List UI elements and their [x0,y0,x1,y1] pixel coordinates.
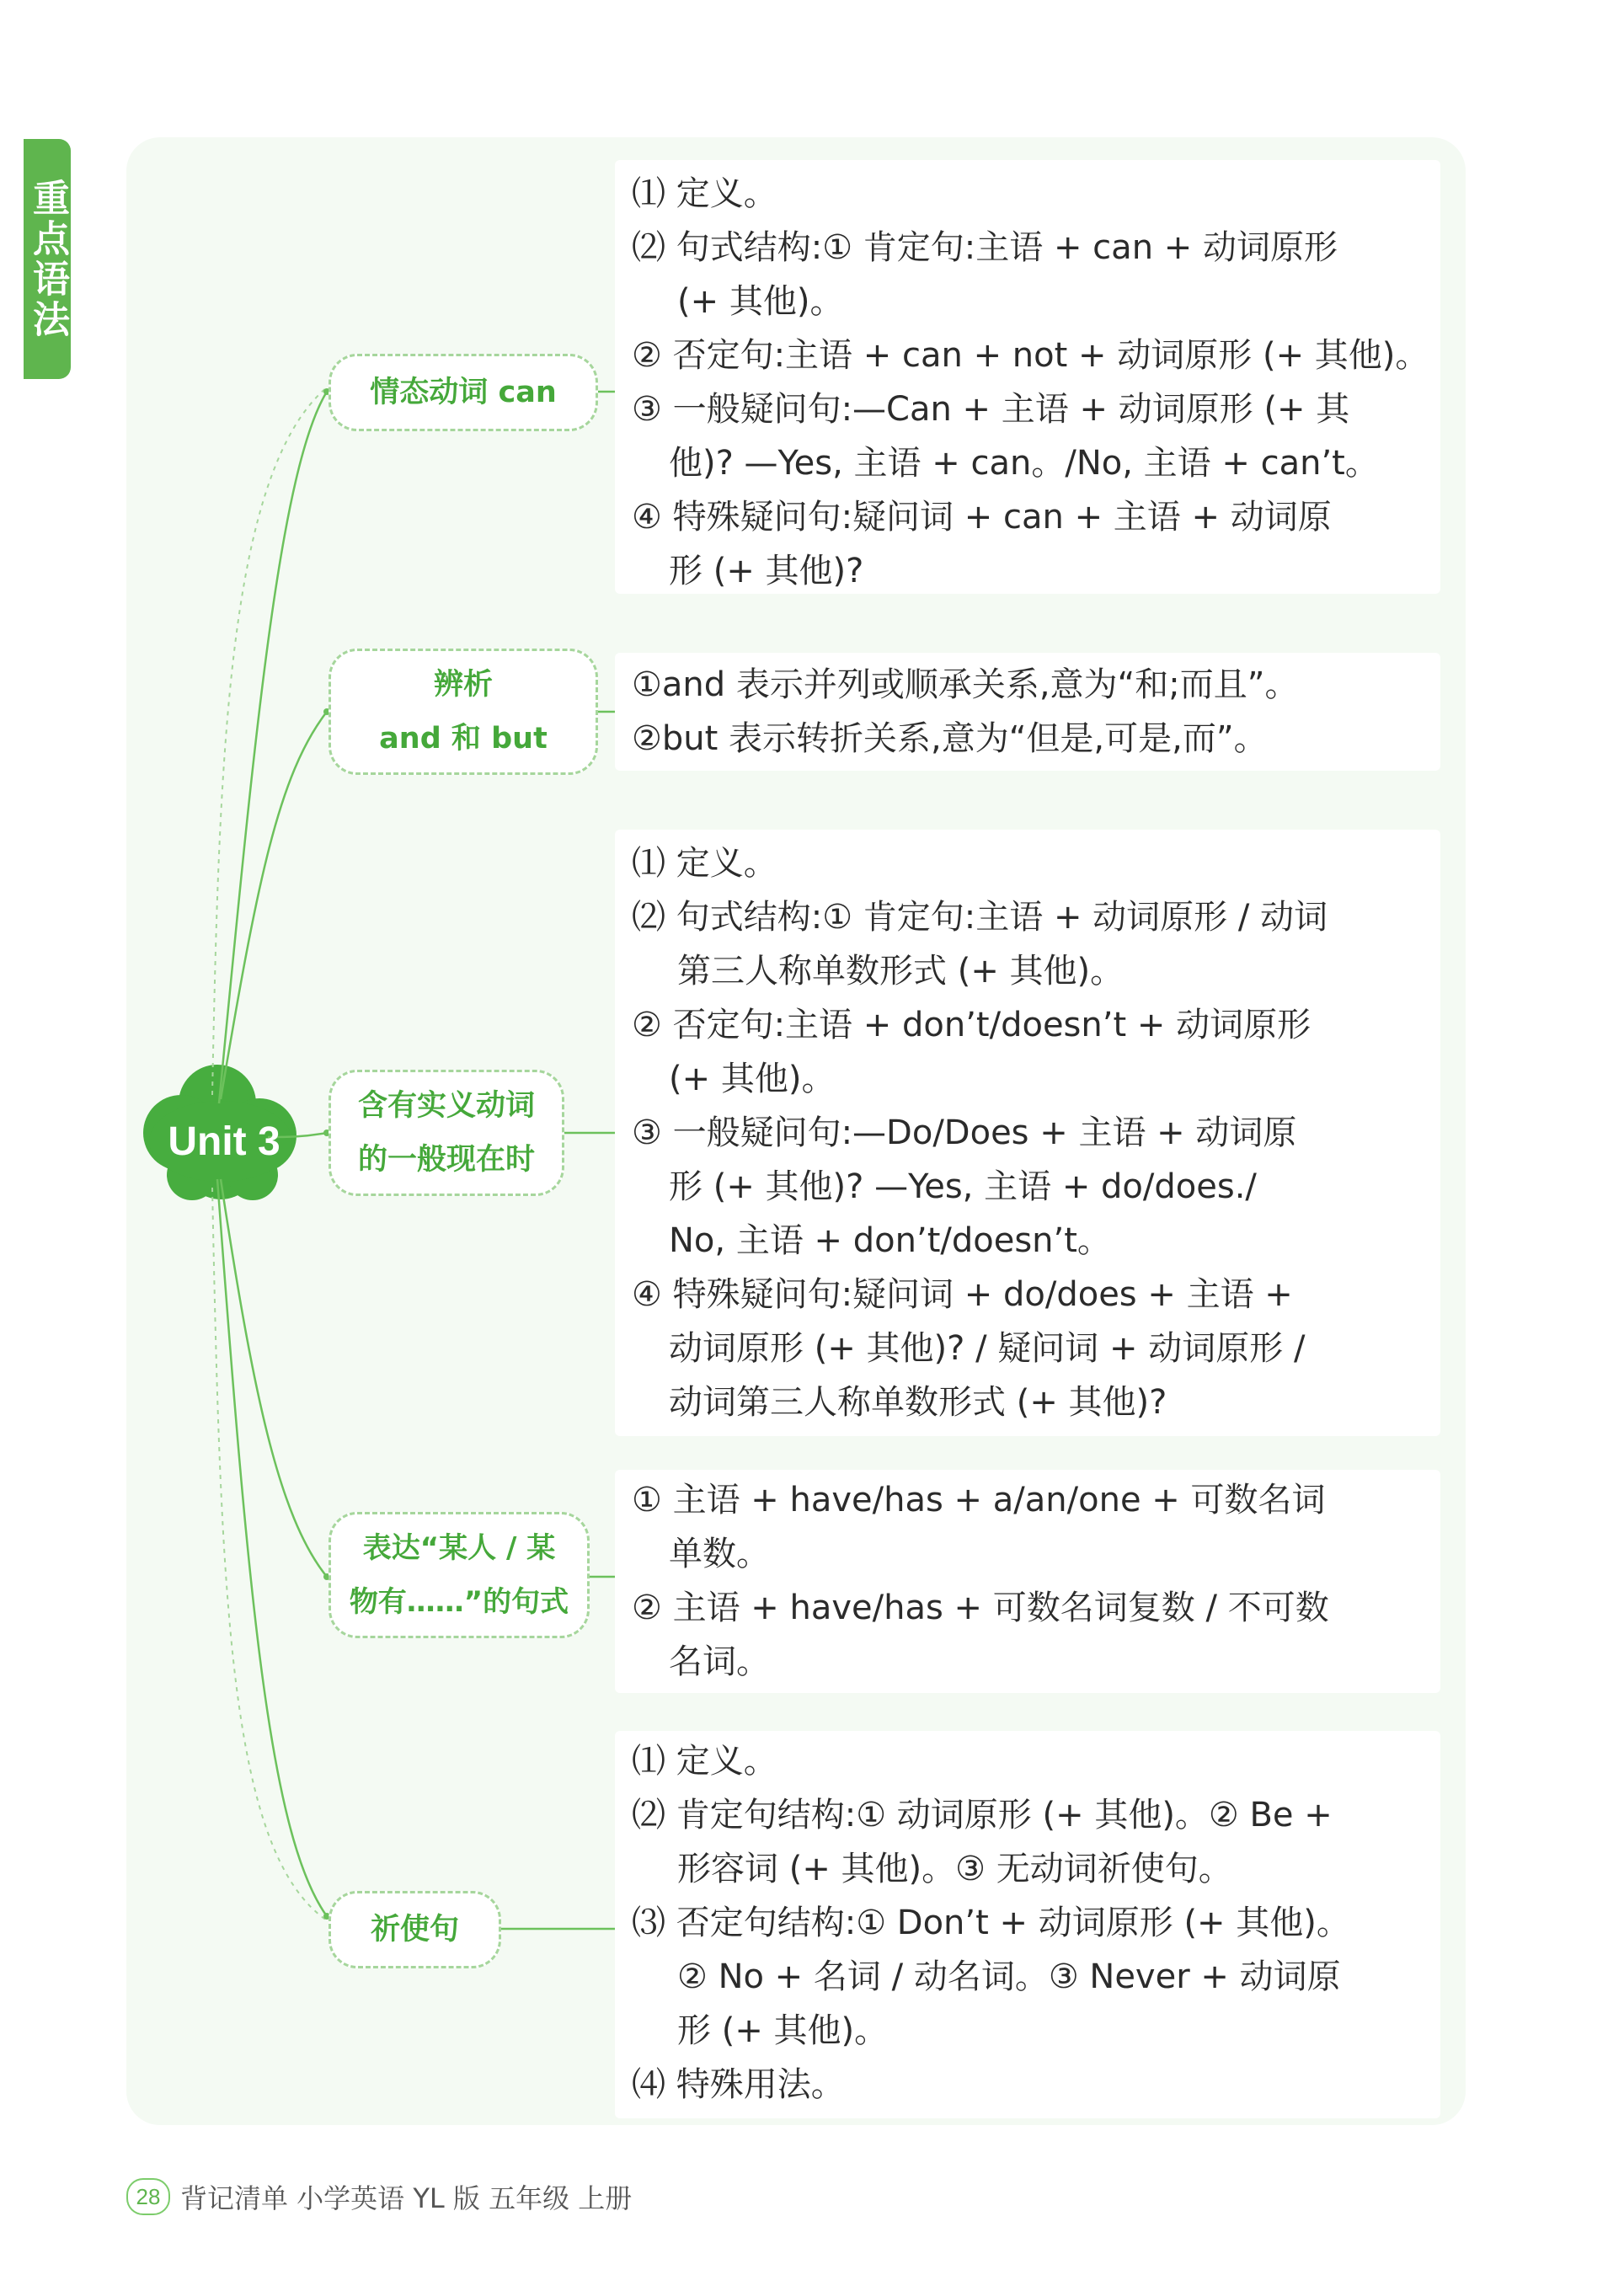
branch-title-line: 含有实义动词 [357,1089,535,1123]
content-line: ③ 一般疑问句:—Do/Does + 主语 + 动词原 [632,1113,1297,1152]
footer-book-title: 背记清单 小学英语 YL 版 五年级 上册 [180,2182,633,2214]
content-box-have-has [615,1470,1440,1693]
content-line: 第三人称单数形式 (+ 其他)。 [677,952,1125,991]
content-box-and-but [615,653,1440,771]
connector-branch-5 [217,1179,327,1916]
branch-title-line: 祈使句 [370,1913,459,1947]
content-line: 形 (+ 其他)。 [677,2011,889,2050]
page-footer [126,2177,632,2216]
content-line: ③ 一般疑问句:—Can + 主语 + 动词原形 (+ 其 [632,390,1350,429]
content-line: 名词。 [669,1642,770,1681]
branch-title-line: 的一般现在时 [357,1143,535,1177]
section-tab-label: 重点语法 [26,178,69,340]
content-line: 形容词 (+ 其他)。③ 无动词祈使句。 [677,1850,1232,1888]
content-box-imperative [615,1731,1440,2118]
content-line: ②but 表示转折关系,意为“但是,可是,而”。 [632,719,1268,758]
branch-and-but [329,649,598,775]
content-line: ①and 表示并列或顺承关系,意为“和;而且”。 [632,665,1299,704]
content-line: ④ 特殊疑问句:疑问词 + can + 主语 + 动词原 [632,498,1332,537]
content-line: ⑷ 特殊用法。 [632,2065,845,2104]
connector-branch-1 [219,392,327,1103]
content-box-simple-present [615,830,1440,1436]
page-number: 28 [126,2178,170,2215]
branch-title-line: 物有……”的句式 [349,1585,569,1619]
branch-title-line: 辨析 [433,668,493,702]
content-line: 动词第三人称单数形式 (+ 其他)? [669,1383,1167,1422]
content-line: ⑴ 定义。 [632,1742,777,1781]
content-line: (+ 其他)。 [669,1060,836,1098]
branch-title-line: 情态动词 can [370,376,557,409]
branch-simple-present [329,1070,564,1196]
content-line: ① 主语 + have/has + a/an/one + 可数名词 [632,1481,1326,1519]
content-line: ⑴ 定义。 [632,174,777,213]
branch-imperative [329,1891,501,1968]
content-box-modal-can [615,160,1440,594]
content-line: (+ 其他)。 [677,282,844,321]
branch-title-line: and 和 but [379,722,548,756]
unit-title: Unit 3 [168,1119,280,1164]
content-line: ② 否定句:主语 + don’t/doesn’t + 动词原形 [632,1006,1311,1044]
content-line: ⑵ 句式结构:① 肯定句:主语 + can + 动词原形 [632,228,1338,267]
connector-branch-2 [221,712,327,1099]
content-line: ② 否定句:主语 + can + not + 动词原形 (+ 其他)。 [632,336,1429,375]
content-line: 形 (+ 其他)? [669,552,864,590]
branch-modal-can [329,354,598,431]
branch-have-has [329,1512,590,1638]
content-line: 动词原形 (+ 其他)? / 疑问词 + 动词原形 / [669,1329,1306,1368]
content-line: 他)? —Yes, 主语 + can。/No, 主语 + can’t。 [669,444,1379,483]
content-line: ⑶ 否定句结构:① Don’t + 动词原形 (+ 其他)。 [632,1904,1350,1942]
branch-title-line: 表达“某人 / 某 [362,1531,556,1565]
content-line: ② 主语 + have/has + 可数名词复数 / 不可数 [632,1589,1329,1627]
content-line: 单数。 [669,1535,770,1573]
content-line: ④ 特殊疑问句:疑问词 + do/does + 主语 + [632,1275,1293,1314]
content-line: ⑴ 定义。 [632,844,777,883]
connector-branch-4 [221,1179,327,1577]
content-line: ⑵ 肯定句结构:① 动词原形 (+ 其他)。② Be + [632,1796,1333,1834]
content-line: No, 主语 + don’t/doesn’t。 [669,1221,1111,1260]
content-line: ⑵ 句式结构:① 肯定句:主语 + 动词原形 / 动词 [632,898,1328,937]
content-line: 形 (+ 其他)? —Yes, 主语 + do/does./ [669,1167,1257,1206]
content-line: ② No + 名词 / 动名词。③ Never + 动词原 [677,1957,1341,1996]
